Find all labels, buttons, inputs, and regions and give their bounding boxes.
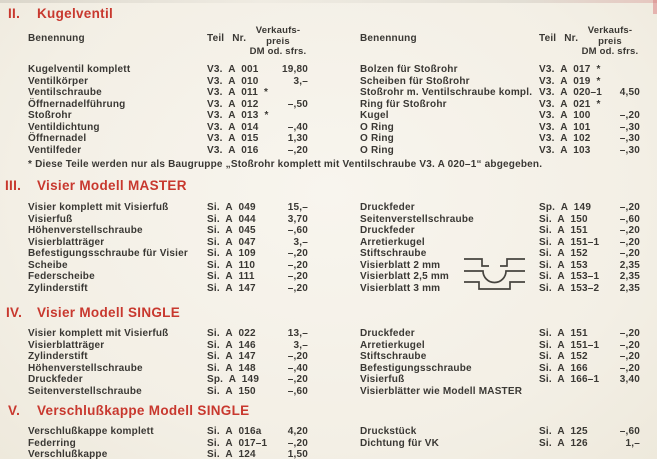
price: –,30: [619, 144, 640, 156]
header-benennung: Benennung: [360, 33, 417, 44]
part-number: V3. A 102: [539, 133, 591, 144]
price: [609, 99, 640, 111]
table-row: [360, 351, 640, 363]
item-name: Ventilschraube: [28, 87, 102, 98]
price: 2,35: [619, 271, 640, 282]
parts-table: [28, 202, 308, 294]
item-name: O Ring: [360, 144, 394, 156]
part-number: V3. A 016: [207, 144, 259, 156]
parts-table: [360, 64, 640, 156]
table-row: [28, 260, 308, 272]
price: –,60: [287, 385, 308, 397]
item-name: Bolzen für Stoßrohr: [360, 64, 458, 75]
item-name: Visierblatt 2 mm: [360, 259, 441, 271]
price: 3,70: [287, 213, 308, 225]
item-name: Befestigungsschraube: [360, 362, 472, 374]
item-name: Stiftschraube: [360, 248, 427, 259]
price: 4,50: [619, 87, 640, 98]
part-number: Si. A 151: [539, 328, 588, 339]
item-name: Höhenverstellschraube: [28, 225, 143, 236]
parts-table: [360, 426, 640, 449]
part-number: Si. A 124: [207, 449, 256, 459]
parts-table: [28, 328, 308, 397]
section-number: IV.: [6, 305, 23, 320]
part-number: Si. A 016a: [207, 426, 262, 437]
part-number: V3. A 010: [207, 75, 259, 87]
item-name: Verschlußkappe komplett: [28, 426, 154, 437]
price: 3,40: [619, 374, 640, 385]
item-name: Visierfuß: [28, 213, 73, 225]
item-name: Federring: [28, 437, 76, 449]
price: 1,50: [287, 449, 308, 459]
part-number: V3. A 103: [539, 144, 591, 156]
table-row: [360, 328, 640, 340]
price: [609, 386, 640, 398]
item-name: Visierblatt 3 mm: [360, 282, 441, 294]
table-row: [360, 237, 640, 249]
item-name: Dichtung für VK: [360, 437, 440, 449]
part-number: V3. A 014: [207, 121, 259, 133]
part-number: [539, 386, 609, 398]
item-name: Verschlußkappe: [28, 449, 108, 459]
item-name: Visierblatträger: [28, 339, 105, 351]
table-row: [360, 214, 640, 226]
section-heading: [0, 0, 657, 22]
item-name: Druckstück: [360, 426, 417, 437]
item-name: Visierblatt 2,5 mm: [360, 271, 450, 282]
part-number: Si. A 111: [207, 271, 255, 282]
header-teil-nr: Teil Nr.: [539, 33, 579, 44]
table-row: [360, 386, 640, 398]
item-name: Öffnernadel: [28, 133, 87, 144]
table-row: [28, 438, 308, 450]
part-number: V3. A 001: [207, 64, 259, 75]
price: 15,–: [287, 202, 308, 213]
price: –,20: [619, 236, 640, 248]
part-number: V3. A 017 *: [539, 64, 601, 75]
price: 19,80: [281, 64, 308, 75]
part-number: Si. A 148: [207, 362, 256, 374]
section-visier-single: [0, 305, 657, 397]
part-number: V3. A 013 *: [207, 110, 269, 121]
section-title: Visier Modell MASTER: [37, 178, 187, 193]
table-row: [360, 340, 640, 352]
parts-table: [28, 64, 308, 156]
item-name: Stoßrohr: [28, 110, 72, 121]
price: 3,–: [293, 236, 308, 248]
price: –,20: [619, 110, 640, 121]
table-row: [360, 225, 640, 237]
section-number: II.: [8, 6, 21, 21]
item-name: Stoßrohr m. Ventilschraube kompl.: [360, 87, 533, 98]
table-row: [28, 248, 308, 260]
parts-table: [360, 202, 640, 294]
column-left: [28, 194, 308, 294]
section-title: Visier Modell SINGLE: [37, 305, 181, 320]
section-title: Kugelventil: [37, 6, 114, 21]
price: 3,–: [293, 75, 308, 87]
table-row: [28, 351, 308, 363]
table-row: [360, 99, 640, 111]
table-header: [28, 26, 308, 58]
table-row: [360, 363, 640, 375]
part-number: Si. A 166–1: [539, 374, 600, 385]
part-number: V3. A 011 *: [207, 87, 269, 98]
part-number: Si. A 109: [207, 248, 256, 259]
price: –,40: [287, 121, 308, 133]
part-number: V3. A 101: [539, 121, 591, 133]
part-number: Si. A 152: [539, 351, 588, 362]
item-name: Kugelventil komplett: [28, 64, 131, 75]
table-row: [360, 133, 640, 145]
column-left: [28, 321, 308, 397]
table-row: [28, 386, 308, 398]
part-number: Si. A 147: [207, 282, 256, 294]
header-benennung: Benennung: [28, 33, 85, 44]
price: –,50: [287, 98, 308, 110]
price: –,20: [287, 248, 308, 259]
part-number: Si. A 017–1: [207, 437, 268, 449]
item-name: Visierblatträger: [28, 236, 105, 248]
part-number: Si. A 150: [539, 213, 588, 225]
section-number: III.: [5, 178, 22, 193]
part-number: Si. A 152: [539, 248, 588, 259]
table-row: [28, 122, 308, 134]
price: –,30: [619, 133, 640, 144]
section-visier-master: [0, 178, 657, 294]
table-row: [28, 271, 308, 283]
item-name: Arretierkugel: [360, 339, 425, 351]
price: –,60: [619, 213, 640, 225]
price: 1,30: [287, 133, 308, 144]
item-name: Seitenverstellschraube: [360, 213, 474, 225]
parts-table: [360, 328, 640, 397]
table-row: [28, 76, 308, 88]
footnote: * Diese Teile werden nur als Baugruppe „Stoßrohr komplett mit Ventilschraube V3. A 020–1“ abgegeben.: [28, 159, 543, 170]
table-row: [28, 87, 308, 99]
part-number: V3. A 020–1: [539, 87, 603, 98]
item-name: Ventilkörper: [28, 75, 89, 87]
table-row: [360, 122, 640, 134]
part-number: V3. A 021 *: [539, 98, 601, 110]
item-name: Visierblätter wie Modell MASTER: [360, 385, 523, 397]
table-header: [360, 26, 640, 58]
part-number: Sp. A 149: [207, 374, 260, 385]
item-name: Ventilfeder: [28, 144, 82, 156]
part-number: V3. A 019 *: [539, 75, 601, 87]
column-right: [360, 419, 640, 459]
part-number: Si. A 151–1: [539, 339, 600, 351]
price: –,40: [287, 362, 308, 374]
price: –,20: [619, 339, 640, 351]
part-number: Si. A 022: [207, 328, 256, 339]
table-row: [28, 340, 308, 352]
item-name: O Ring: [360, 121, 394, 133]
table-row: [360, 202, 640, 214]
item-name: Zylinderstift: [28, 282, 88, 294]
price: –,20: [619, 225, 640, 236]
section-heading: [0, 305, 657, 321]
section-number: V.: [8, 403, 21, 418]
part-number: Si. A 153: [539, 259, 588, 271]
header-verkaufspreis: Verkaufs- preis DM od. sfrs.: [249, 25, 307, 57]
part-number: Si. A 153–2: [539, 282, 600, 294]
item-name: Federscheibe: [28, 271, 95, 282]
scan-corner-artifact: [653, 0, 657, 14]
part-number: Si. A 047: [207, 236, 256, 248]
item-name: Visier komplett mit Visierfuß: [28, 202, 169, 213]
price: –,20: [287, 374, 308, 385]
table-row: [28, 225, 308, 237]
table-row: [28, 363, 308, 375]
price: [609, 76, 640, 88]
part-number: Si. A 151–1: [539, 236, 600, 248]
table-row: [360, 145, 640, 157]
price: [609, 64, 640, 76]
table-row: [360, 110, 640, 122]
header-teil-nr: Teil Nr.: [207, 33, 247, 44]
price: –,30: [619, 121, 640, 133]
table-row: [28, 214, 308, 226]
sight-blade-profiles-diagram: [462, 255, 527, 291]
price: 13,–: [287, 328, 308, 339]
price: –,20: [619, 328, 640, 339]
part-number: Sp. A 149: [539, 202, 592, 213]
part-number: V3. A 100: [539, 110, 591, 121]
header-verkaufspreis: Verkaufs- preis DM od. sfrs.: [581, 25, 639, 57]
item-name: Zylinderstift: [28, 351, 88, 362]
part-number: V3. A 015: [207, 133, 259, 144]
part-number: Si. A 045: [207, 225, 256, 236]
price: [277, 87, 308, 99]
price: –,60: [619, 426, 640, 437]
item-name: Ventildichtung: [28, 121, 100, 133]
item-name: Druckfeder: [360, 225, 415, 236]
table-row: [360, 76, 640, 88]
section-kugelventil: [0, 0, 657, 171]
table-row: [360, 87, 640, 99]
table-row: [28, 133, 308, 145]
part-number: Si. A 147: [207, 351, 256, 362]
table-row: [360, 438, 640, 450]
price: 4,20: [287, 426, 308, 437]
item-name: Scheiben für Stoßrohr: [360, 75, 470, 87]
price: –,20: [619, 202, 640, 213]
price: 3,–: [293, 339, 308, 351]
price: –,20: [619, 362, 640, 374]
item-name: Druckfeder: [360, 202, 415, 213]
parts-table: [28, 426, 308, 459]
price: –,20: [287, 282, 308, 294]
section-title: Verschlußkappe Modell SINGLE: [37, 403, 250, 418]
part-number: Si. A 049: [207, 202, 256, 213]
column-right: [360, 194, 640, 294]
item-name: Ring für Stoßrohr: [360, 98, 447, 110]
table-row: [28, 237, 308, 249]
table-row: [28, 110, 308, 122]
column-right: [360, 321, 640, 397]
price: –,20: [287, 351, 308, 362]
table-row: [28, 374, 308, 386]
section-heading: [0, 178, 657, 194]
part-number: Si. A 153–1: [539, 271, 600, 282]
price: –,20: [619, 248, 640, 259]
section-verschlusskappe-single: [0, 403, 657, 459]
part-number: Si. A 150: [207, 385, 256, 397]
item-name: O Ring: [360, 133, 394, 144]
table-row: [360, 426, 640, 438]
table-row: [360, 374, 640, 386]
price: 1,–: [625, 437, 640, 449]
table-row: [28, 99, 308, 111]
item-name: Stiftschraube: [360, 351, 427, 362]
table-row: [28, 283, 308, 295]
part-number: Si. A 044: [207, 213, 256, 225]
table-row: [28, 328, 308, 340]
table-row: [28, 145, 308, 157]
item-name: Kugel: [360, 110, 389, 121]
scan-edge-artifact: [0, 0, 657, 3]
item-name: Höhenverstellschraube: [28, 362, 143, 374]
item-name: Arretierkugel: [360, 236, 425, 248]
item-name: Befestigungsschraube für Visier: [28, 248, 188, 259]
part-number: V3. A 012: [207, 98, 259, 110]
part-number: Si. A 166: [539, 362, 588, 374]
price: 2,35: [619, 282, 640, 294]
item-name: Druckfeder: [28, 374, 83, 385]
price: [277, 110, 308, 122]
item-name: Scheibe: [28, 259, 68, 271]
part-number: Si. A 126: [539, 437, 588, 449]
price: –,20: [287, 437, 308, 449]
part-number: Si. A 151: [539, 225, 588, 236]
item-name: Öffnernadelführung: [28, 98, 126, 110]
table-row: [28, 449, 308, 459]
table-row: [28, 202, 308, 214]
table-row: [28, 64, 308, 76]
table-row: [360, 64, 640, 76]
part-number: Si. A 146: [207, 339, 256, 351]
price: –,20: [287, 271, 308, 282]
column-right: [360, 22, 640, 156]
price: –,20: [287, 259, 308, 271]
price: –,20: [287, 144, 308, 156]
item-name: Visierfuß: [360, 374, 405, 385]
column-left: [28, 419, 308, 459]
price: –,20: [619, 351, 640, 362]
item-name: Visier komplett mit Visierfuß: [28, 328, 169, 339]
price: 2,35: [619, 259, 640, 271]
price: –,60: [287, 225, 308, 236]
item-name: Druckfeder: [360, 328, 415, 339]
item-name: Seitenverstellschraube: [28, 385, 142, 397]
part-number: Si. A 125: [539, 426, 588, 437]
column-left: [28, 22, 308, 156]
section-heading: [0, 403, 657, 419]
part-number: Si. A 110: [207, 259, 256, 271]
table-row: [28, 426, 308, 438]
